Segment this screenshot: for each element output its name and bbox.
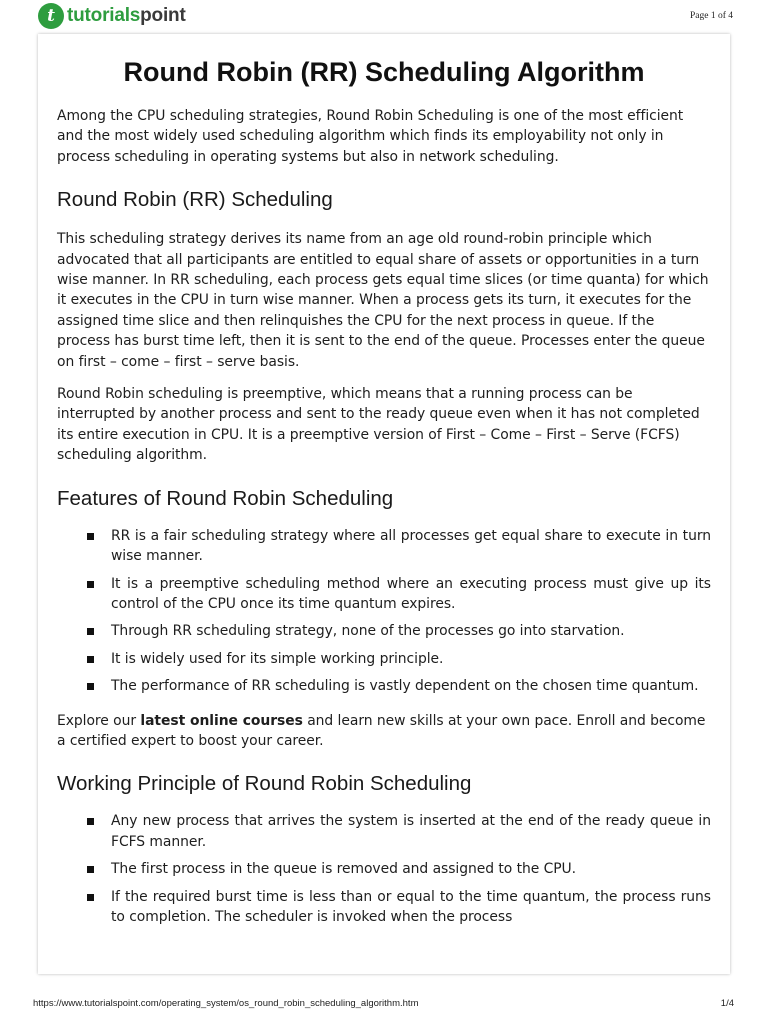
square-bullet-icon xyxy=(87,581,94,588)
article-title: Round Robin (RR) Scheduling Algorithm xyxy=(123,57,645,87)
list-item: RR is a fair scheduling strategy where all processes get equal share to execute in turn wise manner. xyxy=(57,526,711,567)
square-bullet-icon xyxy=(87,818,94,825)
list-item: The performance of RR scheduling is vastly dependent on the chosen time quantum. xyxy=(57,676,711,696)
tutorialspoint-logo[interactable] xyxy=(38,2,186,30)
square-bullet-icon xyxy=(87,628,94,635)
list-item: Any new process that arrives the system is inserted at the end of the ready queue in FCFS manner. xyxy=(57,811,711,852)
features-list xyxy=(57,526,711,697)
article-content xyxy=(57,52,711,927)
intro-paragraph: Among the CPU scheduling strategies, Round Robin Scheduling is one of the most efficient and the most widely used scheduling algorithm which finds its employability not only in process scheduling in operating systems but also in network scheduling. xyxy=(57,108,684,165)
footer-url[interactable]: https://www.tutorialspoint.com/operating_system/os_round_robin_scheduling_algorithm.htm xyxy=(33,998,419,1009)
working-principle-list xyxy=(57,811,711,927)
logo-mark-icon: t xyxy=(38,3,64,29)
document-page xyxy=(38,34,730,974)
square-bullet-icon xyxy=(87,683,94,690)
logo-word-dark: point xyxy=(140,5,186,26)
square-bullet-icon xyxy=(87,656,94,663)
list-item: It is widely used for its simple working principle. xyxy=(57,649,711,669)
footer-page-number: 1/4 xyxy=(720,998,734,1009)
promo-paragraph: Explore our latest online courses and learn new skills at your own pace. Enroll and become a certified expert to boost your career. xyxy=(57,712,706,749)
latest-online-courses-link[interactable]: latest online courses xyxy=(140,712,303,729)
preemptive-paragraph: Round Robin scheduling is preemptive, which means that a running process can be interrupted by another process and sent to the ready queue even when it has not completed its entire execution in CPU. It is a preemptive version of First – Come – First – Serve (FCFS) scheduling algorithm. xyxy=(57,386,700,464)
list-item: Through RR scheduling strategy, none of the processes go into starvation. xyxy=(57,621,711,641)
section-heading-features: Features of Round Robin Scheduling xyxy=(57,486,394,510)
rr-description-paragraph: This scheduling strategy derives its name from an age old round-robin principle which advocated that all participants are entitled to equal share of assets or opportunities in a turn wise manner. In RR scheduling, each process gets equal time slices (or time quanta) for which it executes in the CPU in turn wise manner. When a process gets its turn, it executes for the assigned time slice and then relinquishes the CPU for the next process in queue. If the process has burst time left, then it is sent to the end of the queue. Processes enter the queue on first – come – first – serve basis. xyxy=(57,231,709,370)
square-bullet-icon xyxy=(87,533,94,540)
logo-wordmark xyxy=(67,5,186,27)
square-bullet-icon xyxy=(87,894,94,901)
list-item: It is a preemptive scheduling method where an executing process must give up its control of the CPU once its time quantum expires. xyxy=(57,574,711,615)
page-label: Page 1 of 4 xyxy=(689,11,733,21)
list-item: The first process in the queue is removed and assigned to the CPU. xyxy=(57,859,711,879)
square-bullet-icon xyxy=(87,866,94,873)
list-item: If the required burst time is less than or equal to the time quantum, the process runs to completion. The scheduler is invoked when the process xyxy=(57,887,711,928)
logo-word-green: tutorials xyxy=(67,5,141,26)
section-heading-working-principle: Working Principle of Round Robin Scheduling xyxy=(57,772,472,796)
page-footer xyxy=(0,988,768,1024)
section-heading-rr-scheduling: Round Robin (RR) Scheduling xyxy=(57,188,333,212)
page-header xyxy=(0,0,768,34)
